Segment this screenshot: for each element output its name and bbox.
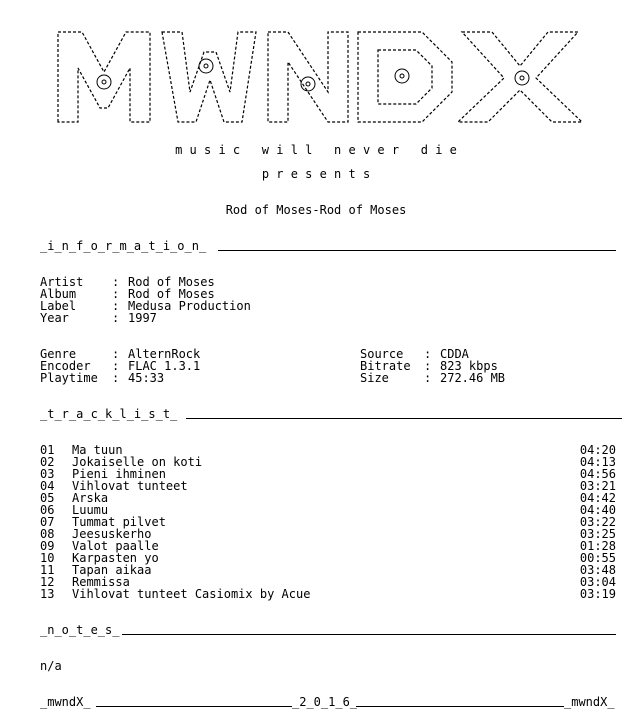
track-title: Pieni ihminen (72, 467, 166, 481)
track-title: Valot paalle (72, 539, 159, 553)
track-number: 07 (40, 515, 55, 529)
genre-colon: : (112, 347, 120, 361)
mwndx-ascii-logo (52, 22, 592, 132)
label-key: Label (40, 299, 77, 313)
track-title: Ma tuun (72, 443, 123, 457)
artist-value: Rod of Moses (128, 275, 215, 289)
track-title: Arska (72, 491, 109, 505)
artist-colon: : (112, 275, 120, 289)
encoder-colon: : (112, 359, 120, 373)
information-rule (218, 250, 616, 251)
year-colon: : (112, 311, 120, 325)
track-number: 01 (40, 443, 55, 457)
track-duration: 04:20 (579, 443, 616, 457)
track-number: 09 (40, 539, 55, 553)
track-title: Jokaiselle on koti (72, 455, 203, 469)
track-duration: 01:28 (579, 539, 616, 553)
track-number: 10 (40, 551, 55, 565)
size-row (360, 372, 505, 384)
album-colon: : (112, 287, 120, 301)
artist-key: Artist (40, 275, 84, 289)
track-duration: 03:25 (579, 527, 616, 541)
track-duration: 03:04 (579, 575, 616, 589)
track-title: Vihlovat tunteet (72, 479, 188, 493)
year-key: Year (40, 311, 69, 325)
playtime-colon: : (112, 371, 120, 385)
playtime-value: 45:33 (128, 371, 165, 385)
encoder-value: FLAC 1.3.1 (128, 359, 201, 373)
information-heading: _i_n_f_o_r_m_a_t_i_o_n_ (40, 239, 207, 253)
year-value: 1997 (128, 311, 157, 325)
playtime-key: Playtime (40, 371, 98, 385)
track-duration: 04:13 (579, 455, 616, 469)
presents-text: p r e s e n t s (261, 167, 371, 181)
genre-value: AlternRock (128, 347, 201, 361)
bitrate-colon: : (424, 359, 432, 373)
genre-key: Genre (40, 347, 77, 361)
notes-text: n/a (40, 659, 62, 673)
track-number: 02 (40, 455, 55, 469)
size-colon: : (424, 371, 432, 385)
track-duration: 03:19 (579, 587, 616, 601)
track-title: Remmissa (72, 575, 130, 589)
notes-heading: _n_o_t_e_s_ (40, 623, 120, 637)
album-value: Rod of Moses (128, 287, 215, 301)
footer-left: _mwndX_ (40, 695, 91, 709)
track-duration: 03:48 (579, 563, 616, 577)
footer-year: _2_0_1_6_ (292, 695, 358, 709)
track-duration: 03:21 (579, 479, 616, 493)
source-colon: : (424, 347, 432, 361)
tracklist-rule (186, 418, 622, 419)
track-duration: 04:42 (579, 491, 616, 505)
track-number: 13 (40, 587, 55, 601)
track-number: 05 (40, 491, 55, 505)
album-key: Album (40, 287, 77, 301)
track-row (40, 480, 616, 492)
label-value: Medusa Production (128, 299, 251, 313)
label-colon: : (112, 299, 120, 313)
track-duration: 04:56 (579, 467, 616, 481)
size-key: Size (360, 371, 389, 385)
track-number: 11 (40, 563, 55, 577)
tagline: m u s i c w i l l n e v e r d i e (175, 143, 457, 157)
track-title: Karpasten yo (72, 551, 159, 565)
playtime-row (40, 372, 164, 384)
track-number: 04 (40, 479, 55, 493)
bitrate-value: 823 kbps (440, 359, 498, 373)
year-row (40, 312, 157, 324)
track-number: 06 (40, 503, 55, 517)
track-number: 03 (40, 467, 55, 481)
track-title: Tummat pilvet (72, 515, 166, 529)
footer-rule-left (96, 706, 292, 707)
track-title: Tapan aikaa (72, 563, 152, 577)
notes-rule (122, 634, 616, 635)
track-duration: 04:40 (579, 503, 616, 517)
tracklist-heading: _t_r_a_c_k_l_i_s_t_ (40, 407, 178, 421)
release-title: Rod of Moses-Rod of Moses (225, 203, 407, 217)
bitrate-key: Bitrate (360, 359, 411, 373)
track-row (40, 588, 616, 600)
track-title: Vihlovat tunteet Casiomix by Acue (72, 587, 311, 601)
track-number: 08 (40, 527, 55, 541)
source-key: Source (360, 347, 404, 361)
track-number: 12 (40, 575, 55, 589)
footer-rule-right (356, 706, 564, 707)
track-row (40, 492, 616, 504)
track-title: Jeesuskerho (72, 527, 152, 541)
footer-right: _mwndX_ (564, 695, 615, 709)
source-value: CDDA (440, 347, 469, 361)
size-value: 272.46 MB (440, 371, 506, 385)
track-duration: 00:55 (579, 551, 616, 565)
track-duration: 03:22 (579, 515, 616, 529)
track-title: Luumu (72, 503, 109, 517)
encoder-key: Encoder (40, 359, 91, 373)
